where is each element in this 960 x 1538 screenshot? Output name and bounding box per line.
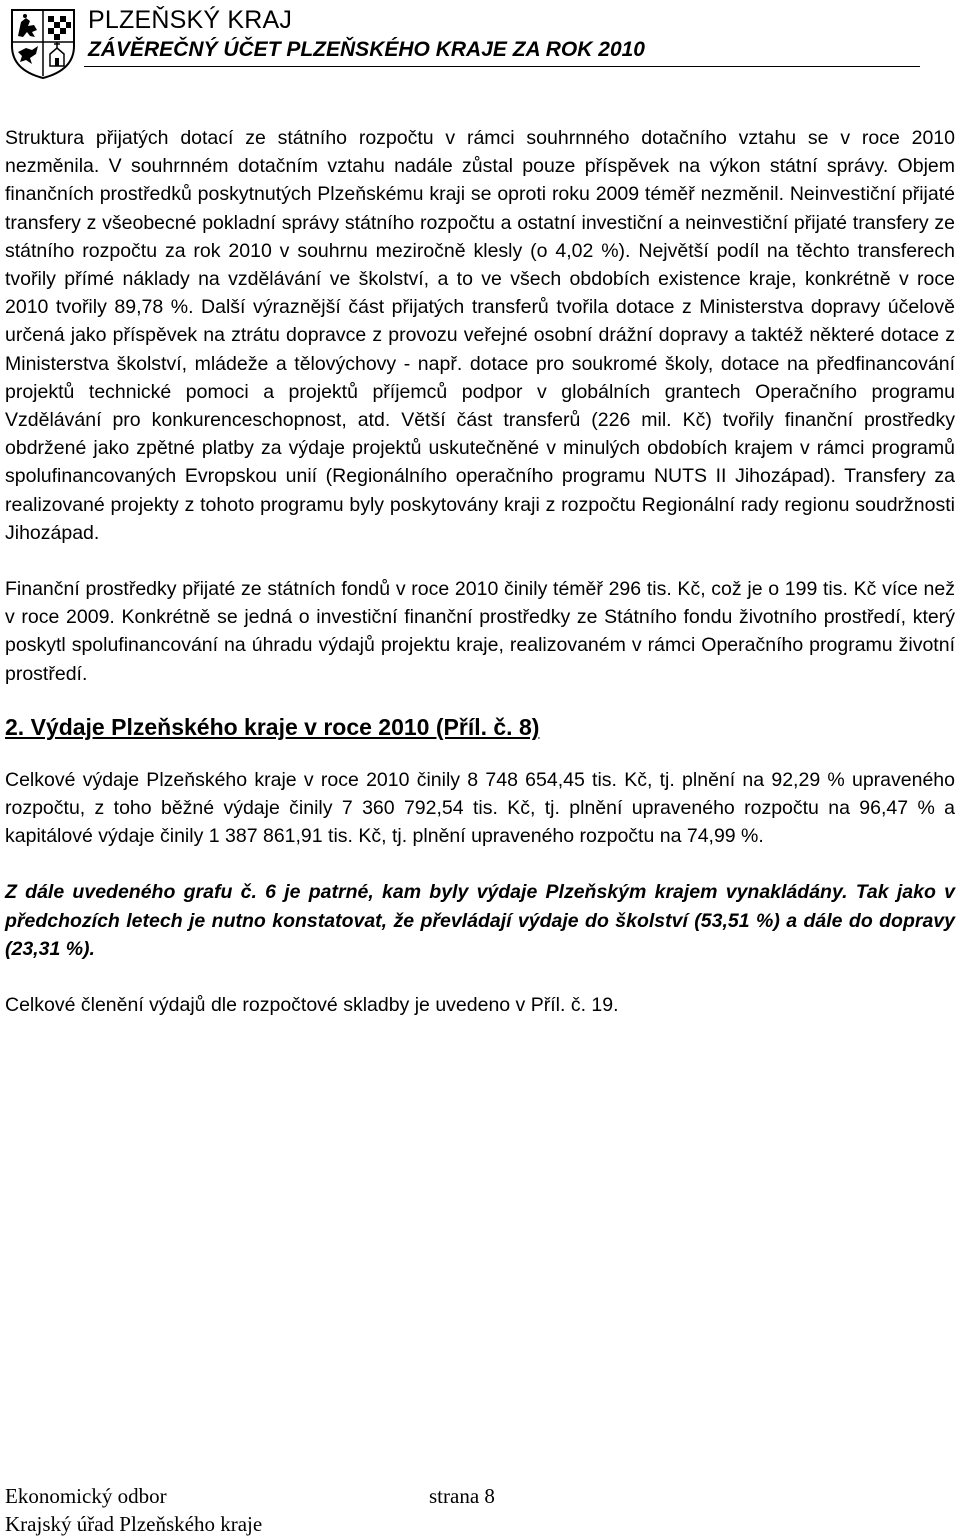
header-divider [84,66,920,67]
paragraph-expenditure-highlight: Z dále uvedeného grafu č. 6 je patrné, kam byly výdaje Plzeňským krajem vynakládány. Tak jako v předchozích letech je nutno konstatovat, že převládají výdaje do školství (53,51 %) a dále do dopravy (23,31 %). [5,881,955,960]
footer-department: Ekonomický odbor [5,1484,167,1508]
header-title: PLZEŇSKÝ KRAJ [88,6,293,34]
page-number: strana 8 [429,1484,495,1508]
page-footer [5,1482,605,1538]
section-heading: 2. Výdaje Plzeňského kraje v roce 2010 (Příl. č. 8) [5,713,540,740]
header-subtitle: ZÁVĚREČNÝ ÚČET PLZEŇSKÉHO KRAJE ZA ROK 2010 [88,38,645,61]
paragraph-total-expenditure: Celkové výdaje Plzeňského kraje v roce 2010 činily 8 748 654,45 tis. Kč, tj. plnění na 92,29 % upraveného rozpočtu, z toho běžné výdaje činily 7 360 792,54 tis. Kč, tj. plnění upraveného rozpočtu na 96,47 % a kapitálové výdaje činily 1 387 861,91 tis. Kč, tj. plnění upraveného rozpočtu na 74,99 %. [5,768,955,848]
paragraph-state-funds: Finanční prostředky přijaté ze státních fondů v roce 2010 činily téměř 296 tis. Kč, což je o 199 tis. Kč více než v roce 2009. Konkrétně se jedná o investiční finanční prostředky ze Státního fondu životního prostředí, který poskytl spolufinancování na úhradu výdajů projektu kraje, realizovaném v rámci Operačního programu životní prostředí. [5,578,955,685]
paragraph-budget-breakdown: Celkové členění výdajů dle rozpočtové skladby je uvedeno v Příl. č. 19. [5,994,619,1017]
footer-office: Krajský úřad Plzeňského kraje [5,1512,263,1536]
paragraph-transfers: Struktura přijatých dotací ze státního rozpočtu v rámci souhrnného dotačního vztahu se v roce 2010 nezměnila. V souhrnném dotačním vztahu nadále zůstal pouze příspěvek na výkon státní správy. Objem finančních prostředků poskytnutých Plzeňskému kraji se oproti roku 2009 téměř nezměnil. Neinvestiční přijaté transfery z všeobecné pokladní správy státního rozpočtu a ostatní investiční a neinvestiční přijaté transfery ze státního rozpočtu za rok 2010 v souhrnu meziročně klesly (o 4,02 %). Největší podíl na těchto transferech tvořily přímé náklady na vzdělávání ve školství, a to ve všech obdobích existence kraje, konkrétně v roce 2010 tvořily 89,78 %. Další výraznější část přijatých transferů tvořila dotace z Ministerstva dopravy účelově určená jako příspěvek na ztrátu dopravce z provozu veřejné osobní drážní dopravy a taktéž některé dotace z Ministerstva školství, mládeže a tělovýchovy - např. dotace pro soukromé školy, dotace na předfinancování projektů technické pomoci a projektů příjemců podpor v globálních grantech Operačního programu Vzdělávání pro konkurenceschopnost, atd. Větší část transferů (226 mil. Kč) tvořily finanční prostředky obdržené jako zpětné platby za výdaje projektů uskutečněné v minulých obdobích krajem v rámci programů spolufinancovaných Evropskou unií (Regionálního operačního programu NUTS II Jihozápad). Transfery za realizované projekty z tohoto programu byly poskytovány kraji z rozpočtu Regionální rady regionu soudržnosti Jihozápad. [5,127,955,544]
coat-of-arms-icon [8,8,78,80]
document-body [5,124,955,1019]
page-header [0,0,960,80]
